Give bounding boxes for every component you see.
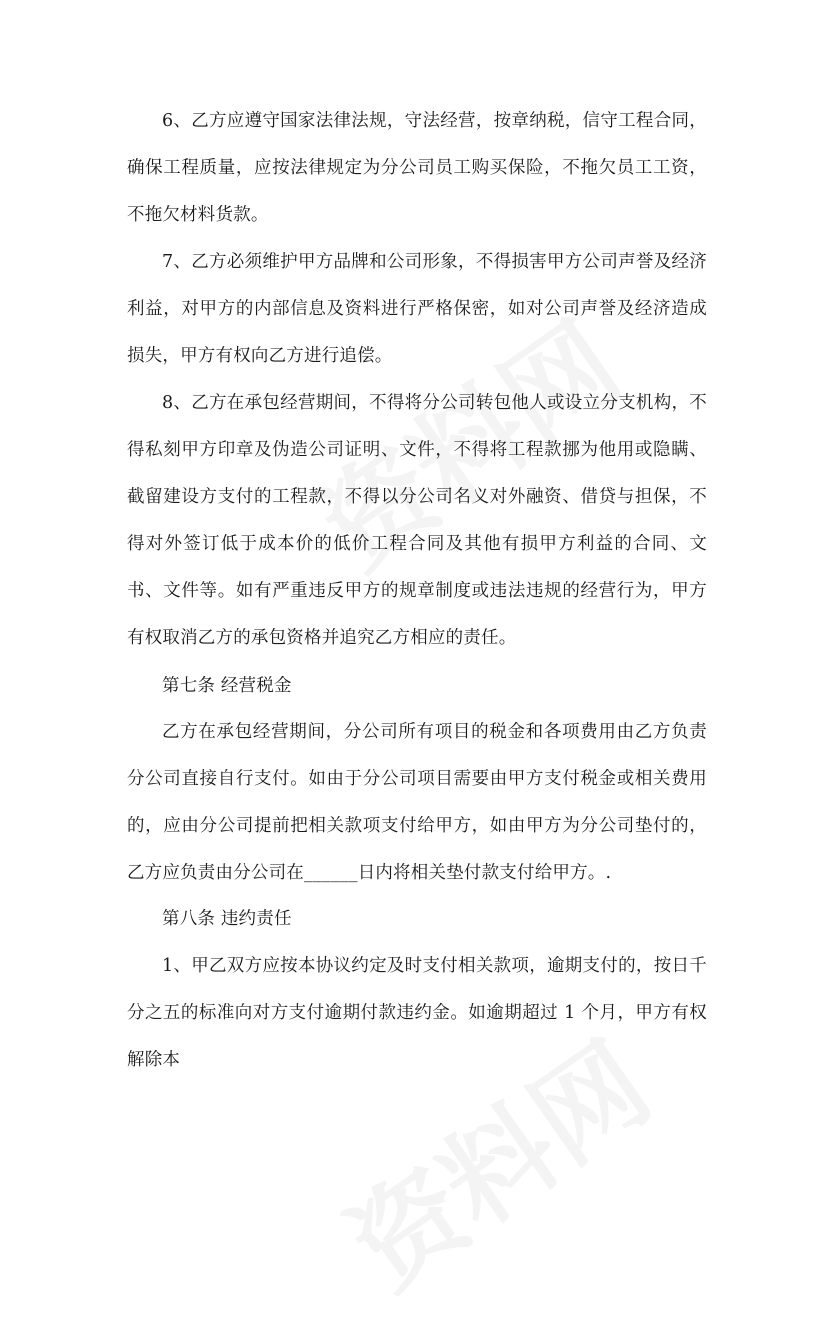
article-8-heading	[127, 896, 707, 943]
clause-8	[127, 380, 707, 662]
paragraph: 6、乙方应遵守国家法律法规，守法经营，按章纳税，信守工程合同，确保工程质量，应按法律规定为分公司员工购买保险，不拖欠员工工资，不拖欠材料货款。	[127, 111, 707, 225]
paragraph: 1、甲乙双方应按本协议约定及时支付相关款项，逾期支付的，按日千分之五的标准向对方支付逾期付款违约金。如逾期超过 1 个月，甲方有权解除本	[127, 956, 707, 1070]
section-heading: 第八条 违约责任	[162, 909, 292, 929]
article-7-body	[127, 709, 707, 897]
section-heading: 第七条 经营税金	[162, 676, 292, 696]
article-7-heading	[127, 663, 707, 710]
paragraph: 8、乙方在承包经营期间，不得将分公司转包他人或设立分支机构，不得私刻甲方印章及伪造公司证明、文件，不得将工程款挪为他用或隐瞒、截留建设方支付的工程款，不得以分公司名义对外融资、借贷与担保，不得对外签订低于成本价的低价工程合同及其他有损甲方利益的合同、文书、文件等。如有严重违反甲方的规章制度或违法违规的经营行为，甲方有权取消乙方的承包资格并追究乙方相应的责任。	[127, 393, 707, 648]
paragraph: 乙方在承包经营期间，分公司所有项目的税金和各项费用由乙方负责分公司直接自行支付。如由于分公司项目需要由甲方支付税金或相关费用的，应由分公司提前把相关款项支付给甲方，如由甲方为分公司垫付的，乙方应负责由分公司在______日内将相关垫付款支付给甲方。.	[127, 722, 707, 883]
clause-7	[127, 239, 707, 380]
article-8-clause-1	[127, 943, 707, 1084]
paragraph: 7、乙方必须维护甲方品牌和公司形象，不得损害甲方公司声誉及经济利益，对甲方的内部信息及资料进行严格保密，如对公司声誉及经济造成损失，甲方有权向乙方进行追偿。	[127, 252, 707, 366]
clause-6	[127, 98, 707, 239]
